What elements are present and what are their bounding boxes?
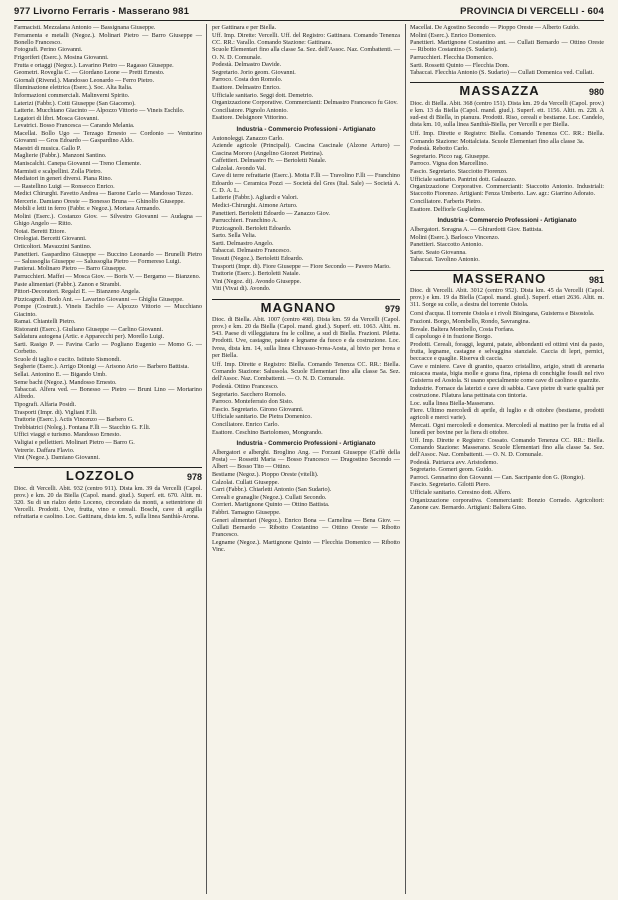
trade-entry: Trattorie (Eserc.). Actis Vincenzo — Barbero G. xyxy=(14,416,134,424)
trade-entry: Levatrici. Bosso Francesca — Carando Melania. xyxy=(14,122,135,130)
trade-entry: Segherie (Eserc.). Arrigo Dionigi — Arisono Ario — Barbero Battista. xyxy=(14,363,189,371)
trade-entry: Pittori-Decoratori. Regalzi E. — Bianzeno Angela. xyxy=(14,288,141,296)
trade-entry: Sarti. Delmastro Angelo. xyxy=(212,239,274,247)
trade-entry: Giornali (Rivend.). Mandosso Leonardo — Ferro Pietro. xyxy=(14,76,155,84)
trade-entry: Carri (Fabbr.). Chiarletti Antonio (San Sudario). xyxy=(212,486,332,494)
header-left: 977 Livorno Ferraris - Masserano 981 xyxy=(14,6,190,17)
trade-entry: Marmisti e scalpellini. Zolla Pietro. xyxy=(14,167,102,175)
trade-entry: Mobili e letti in ferro (Fabbr. e Negoz.). Mortara Armando. xyxy=(14,205,161,213)
info-entry: Parroco. Costa don Romolo. xyxy=(212,76,283,84)
trade-entry: Molini (Eserc.). Barlosco Vincenzo. xyxy=(410,233,500,241)
trade-entry: Parrucchieri. Franchino A. xyxy=(212,217,278,225)
info-entry: Fascio. Segretario. Gilotti Piero. xyxy=(410,481,491,489)
town-heading-massazza xyxy=(410,82,604,99)
trade-entry: Illuminazione elettrica (Eserc.). Soc. Alta Italia. xyxy=(14,84,133,92)
town-name: LOZZOLO xyxy=(65,468,136,484)
trade-entry: Pizzicagnoli. Bodo Ant. — Lavarino Giovanni — Ghiglia Giuseppe. xyxy=(14,295,184,303)
info-entry: Conciliatore. Enrico Carlo. xyxy=(212,421,280,429)
trade-entry: Tabaccai. Flecchia Antonio (S. Sudario) — Cullati Domenica ved. Cullati. xyxy=(410,69,594,77)
info-entry: Scuole Elementari fino alla classe 5a. Sez. dell'Assoc. Naz. Combattenti. — O. N. D. Comunale. xyxy=(212,46,400,61)
trade-entry: Panettieri. Gaspardino Giuseppe — Buccino Leonardo — Brunelli Pietro — Salussoglia Giuseppe — Salussoglia Pietro — Formereso Luigi. xyxy=(14,250,202,265)
town-number: 980 xyxy=(588,87,604,98)
info-entry: Corsi d'acqua. Il torrente Ostola e i rivoli Bisingana, Guisterra e Bisostola. xyxy=(410,310,595,318)
town-number: 981 xyxy=(588,274,604,285)
town-name: MAGNANO xyxy=(260,299,337,315)
info-entry: Uff. Imp. Dirette e Registro: Cossato. Comando Tenenza CC. RR.: Biella. Comando Stazione: Masserano. Scuole Elementari fino alla classe 5a. Sez. dell'Assoc. Naz. Combattenti. — O. N. D. Comunale. xyxy=(410,436,604,459)
trade-entry: Medici-Chirurghi. Aimone Arturo. xyxy=(212,201,298,209)
trade-entry: Pizzicagnoli. Bertolett Edoardo. xyxy=(212,224,292,232)
town-heading-lozzolo xyxy=(14,467,202,484)
trade-entry: Maestri di musica. Gallo P. xyxy=(14,144,82,152)
trade-entry: Latterie. Mucchiano Giacinto — Alpozzo Vittorio — Vineis Eschilo. xyxy=(14,107,185,115)
trade-entry: Maniscalchi. Canepa Giovanni — Treno Clemente. xyxy=(14,159,141,167)
town-name: MASSERANO xyxy=(452,270,547,286)
trade-entry: Ferramenta e metalli (Negoz.). Molinari Pietro — Barro Giuseppe — Bonello Francesco. xyxy=(14,31,202,46)
info-entry: Frazioni. Borgo, Mombello, Rondo, Savrangina. xyxy=(410,317,531,325)
info-entry: Industrie. Fornace da laterizi e cave di sabbia. Cave pietre di varie qualità per costruzione. Filatura lana pettinata con tintoria. xyxy=(410,384,604,399)
trade-entry: Frigoriferi (Eserc.). Mosina Giovanni. xyxy=(14,53,109,61)
info-entry: Esattore. Delfiorle Guglielmo. xyxy=(410,205,486,213)
trade-entry: Caffettieri. Delmastro Fr. — Bertoletti Natale. xyxy=(212,157,327,165)
info-entry: Prodotti. Cereali, foraggi, legumi, patate, abbondanti ed ottimi vini da pasto, frutta, legname, castagne e selvaggina stanziale. Caccia di lepri, pernici, beccacce e quaglie. Riserva di caccia. xyxy=(410,340,604,363)
town-intro: Dioc. di Biella. Abit. 1007 (centro 498). Dista km. 59 da Vercelli (Capol. prov.) e km. 20 da Biella (Capol. mand. giud.). Superf. ett. 1063. Altit. m. 543. Paese di villeggiatura fra le colline, a sud di Biella. Frazioni. Piletta. Prodotti. Uve, castagne, patate e legname da fuoco e da costruzione. Loc. Ivrea, dista km. 14, sulla linea Chivasso-Ivrea-Aosta, al bivio per Ivrea e per Biella. xyxy=(212,315,400,359)
trade-entry: Legatori di libri. Mosca Giovanni. xyxy=(14,114,99,122)
column-divider xyxy=(405,24,406,894)
info-entry: Segretario. Gomeri geom. Guido. xyxy=(410,466,493,474)
trade-entry: — Rastellino Luigi — Ronsecco Enrico. xyxy=(14,182,115,190)
trade-entry: Sarti. Rossetti Quinto — Flecchia Dom. xyxy=(410,61,510,69)
trade-entry: Mercerie. Damiano Oreste — Bonesso Bruna — Ghinolfo Giuseppe. xyxy=(14,197,185,205)
trade-entry: Fotografi. Perino Giovanni. xyxy=(14,46,83,54)
info-entry: Esattore. Delmastro Enrico. xyxy=(212,83,281,91)
trade-entry: Legname (Negoz.). Martignone Quinto — Flecchia Domenico — Ribotto Vinc. xyxy=(212,538,400,553)
info-entry: per Gattinara e per Biella. xyxy=(212,24,277,31)
info-entry: Fascio. Segretario. Girono Giovanni. xyxy=(212,405,304,413)
column-left xyxy=(14,24,202,894)
info-entry: Loc. sulla linea Biella-Masserano. xyxy=(410,399,495,407)
trade-entry: Valigiai e pellettieri. Molinari Pietro — Barro G. xyxy=(14,438,135,446)
info-entry: Fascio. Segretario. Stacciotto Fiorenzo. xyxy=(410,167,508,175)
trade-entry: Ramai. Chiantelli Pietro. xyxy=(14,318,76,326)
trade-entry: Corrieri. Martignone Quinto — Ottino Battista. xyxy=(212,501,330,509)
trade-entry: Scuole di taglio e cucito. Istituto Sismondi. xyxy=(14,355,121,363)
trade-entry: Seme bachi (Negoz.). Mandosso Ernesto. xyxy=(14,378,117,386)
trade-entry: Ristoranti (Eserc.). Giuliano Giuseppe — Carlino Giovanni. xyxy=(14,325,163,333)
town-heading-magnano xyxy=(212,299,400,313)
trade-entry: Sellai. Antonino E. — Bigando Umb. xyxy=(14,370,107,378)
info-entry: Podestà. Rebotto Carlo. xyxy=(410,145,469,153)
info-entry: Podestà. Patriarca avv. Aristodemo. xyxy=(410,458,498,466)
trade-entry: Aziende agricole (Principali). Cascina Cascinale (Alzone Arturo) — Cascina Mororo (Angelino Giorzet Pietrina). xyxy=(212,142,400,157)
trade-entry: Notai. Beretti Ettore. xyxy=(14,227,66,235)
page-header xyxy=(14,6,604,20)
trade-entry: Sarte. Seato Giovanna. xyxy=(410,248,467,256)
trade-entry: Generi alimentari (Negoz.). Enrico Bona — Carnelina — Bena Giov. — Cullati Bernardo — Ribotto Costantino — Ottino Oreste — Ribotto Francesco. xyxy=(212,516,400,539)
trade-entry: Medici Chirurghi. Favetto Andrea — Barone Carlo — Mandosso Tezzo. xyxy=(14,190,193,198)
town-intro: Dioc. di Biella. Abit. 368 (centro 151). Dista km. 29 da Vercelli (Capol. prov.) e km. 13 da Biella (Capol. mand. giud.). Superf. ett. 1156. Altit. m. 228. A sud-est di Biella, in pianura. Prodotti. Riso, cereali e bestiame. Loc. Candelo, dista km. 10, sulla linea Santhià-Biella, per Vercelli e per Biella. xyxy=(410,99,604,129)
info-entry: Fiere. Ultimo mercoledì di aprile, di luglio e di ottobre (bestiame, prodotti agricoli e merci varie). xyxy=(410,407,604,422)
trade-entry: Trasporti (Impr. di). Fiore Giuseppe — Fiore Secondo — Pavero Mario. xyxy=(212,262,391,270)
info-entry: Organizzazione Corporative. Commercianti: Staccotto Antonio. Industriali: Staccotto Fiorenzo. Artigiani: Fenza Umberto. Lav. agr.: Giarrino Adorato. xyxy=(410,183,604,198)
trade-entry: Tipografi. Alfaria Posidi. xyxy=(14,400,76,408)
trade-entry: Molini (Eserc.). Enrico Domenico. xyxy=(410,31,497,39)
trade-entry: Tessuti (Negoz.). Bertoletti Edoardo. xyxy=(212,255,304,263)
town-intro: Dioc. di Vercelli. Abit. 932 (centro 911). Dista km. 39 da Vercelli (Capol. prov.) e km. 20 da Biella (Capol. mand. giud.). Superf. ett. 670. Altit. m. 320. Su di un rialzo detto Loceno, circondato da monti, a settentrione di Vercelli. Prodotti. Uve, frutta, vino e cereali. Boschi, cave di argilla refrattaria e caolino. Loc. Gattinara, dista km. 5, sulla linea Santhià-Arona. xyxy=(14,484,202,521)
trade-entry: Macellai. De Agostino Secondo — Pioppo Oreste — Alberto Guido. xyxy=(410,24,580,31)
trade-entry: Calzolai. Avondo Val. xyxy=(212,164,267,172)
trade-entry: Parrucchieri. Flecchia Domenico. xyxy=(410,53,494,61)
trade-entry: Parrucchieri. Maffei — Mosca Giov. — Boris V. — Bergamo — Bianzeno. xyxy=(14,273,201,281)
info-entry: Il capoluogo è in frazione Borgo. xyxy=(410,333,493,341)
trade-entry: Macellai. Bollo Ugo — Terzago Ernesto — Cordonio — Venturino Giovanni — Gros Edoardo — Gaspardino Aldo. xyxy=(14,129,202,145)
header-rule xyxy=(14,20,604,21)
trade-entry: Autonoleggi. Zanazzo Carlo. xyxy=(212,134,284,142)
info-entry: Segretario. Sacchero Romolo. xyxy=(212,390,287,398)
trade-entry: Panettieri. Staccotto Antonio. xyxy=(410,241,483,249)
trade-entry: Latterie (Fabbr.). Agliardi e Valori. xyxy=(212,194,299,202)
trades-list-livorno xyxy=(14,24,202,461)
info-entry: Parroco. Monteferraio don Sisto. xyxy=(212,398,294,406)
trade-entry: Bestiame (Negoz.). Pioppo Oreste (vitelli). xyxy=(212,471,319,479)
trade-entry: Panierai. Molinaro Pietro — Barro Giuseppe. xyxy=(14,265,127,273)
info-entry: Organizzazione corporativa. Commercianti: Bonzio Corrado. Agricoltori: Zanone cav. Bernardo. Artigiani: Baltera Gino. xyxy=(410,496,604,511)
trade-entry: Farmacisti. Mezzalana Antonio — Bassignana Giuseppe. xyxy=(14,24,156,31)
town-intro: Dioc. di Vercelli. Abit. 3012 (centro 952). Dista km. 45 da Vercelli (Capol. prov.) e km. 19 da Biella (Capol. mand. giud.). Superf. ettari 2636. Altit. m. 311. Sorge su colle, a destra del torrente Ostola. xyxy=(410,286,604,309)
trade-entry: Orologiai. Bercetti Giovanni. xyxy=(14,235,87,243)
trade-entry: Maglierie (Fabbr.). Manzoni Santino. xyxy=(14,152,107,160)
trade-entry: Calzolai. Cullati Giuseppe. xyxy=(212,478,280,486)
trade-entry: Pompe (Costrutt.). Vineis Eschilo — Alpozzo Vittorio — Mucchiano Giacinto. xyxy=(14,303,202,318)
trade-entry: Frutta e ortaggi (Negoz.). Lavarino Pietro — Ragasso Giuseppe. xyxy=(14,61,174,69)
info-entry: Conciliatore. Pignolo Antonio. xyxy=(212,106,288,114)
section-heading: Industria - Commercio Professioni - Artigianato xyxy=(437,216,577,224)
trade-entry: Mediatori in generi diversi. Piana Rino. xyxy=(14,175,113,183)
trade-entry: Trattorie (Eserc.). Bertoletti Natale. xyxy=(212,270,301,278)
section-heading: Industria - Commercio Professioni - Artigianato xyxy=(236,125,376,133)
info-entry: Esattore. Delsignore Vittorino. xyxy=(212,114,288,122)
trade-entry: Paste alimentari (Fabbr.). Zanon e Strambi. xyxy=(14,280,121,288)
trade-entry: Panettieri. Martignone Costantino ant. — Cullati Bernardo — Ottino Oreste — Ribotto Costantino (S. Sudario). xyxy=(410,39,604,54)
trade-entry: Fabbri. Tamagno Giuseppe. xyxy=(212,509,281,517)
town-name: MASSAZZA xyxy=(459,83,540,99)
info-entry: Podestà. Delmastro Davide. xyxy=(212,61,282,69)
trade-entry: Trebbiatrici (Noleg.). Fontana F.lli — Stacchio G. F.lli. xyxy=(14,423,151,431)
trade-entry: Vini (Negoz. di). Avondo Giuseppe. xyxy=(212,277,302,285)
trade-entry: Viti (Vivai di). Avondo. xyxy=(212,285,271,293)
column-right xyxy=(410,24,604,894)
info-entry: Segretario. Jorio geom. Giovanni. xyxy=(212,68,296,76)
trade-entry: Orticoltori. Mavazzini Santino. xyxy=(14,243,92,251)
info-entry: Cave e miniere. Cave di granito, quarzo cristallino, arigio, strati di arenaria micacea masta, bigia molle e grana fina, ripiena di conchiglie fossili nel rivo Guisterra ed Aostola. Si usano specialmente come cave di caolino e quarzite. xyxy=(410,362,604,385)
info-entry: Podestà. Ottino Francesco. xyxy=(212,383,279,391)
info-entry: Bovale. Baltera Mombello, Costa Forfara. xyxy=(410,325,515,333)
trade-entry: Laterizi (Fabbr.). Cotti Giuseppe (San Giacomo). xyxy=(14,99,136,107)
info-entry: Ufficiale sanitario. Ceresino dott. Alfero. xyxy=(410,489,512,497)
info-entry: Conciliatore. Farberis Pietro. xyxy=(410,197,482,205)
trade-entry: Tabaccai. Alfera ved. — Bonesso — Pietro — Bruni Lino — Mortarino Alfredo. xyxy=(14,386,202,401)
trade-entry: Molini (Eserc.). Costanzo Giov. — Silvestro Giovanni — Audagna — Ghigo Angelo — Ritto. xyxy=(14,213,202,228)
info-entry: Mercati. Ogni mercoledì e domenica. Mercoledì al mattino per la frutta ed al lunedì per bovine per la fiera di ottobre. xyxy=(410,421,604,437)
trade-entry: Sarto. Sella Velia. xyxy=(212,232,257,240)
trade-entry: Tabaccai. Tavolino Antonio. xyxy=(410,256,480,264)
info-entry: Parroco. Vigna don Marcellino. xyxy=(410,160,489,168)
trade-entry: Trasporti (Impr. di). Vigliani F.lli. xyxy=(14,408,98,416)
info-entry: Esattore. Ceschino Bartolomeo, Mongrando. xyxy=(212,428,323,436)
info-entry: Parroci. Gennarino don Giovanni — Can. Sacripante don G. (Rongio). xyxy=(410,473,585,481)
header-right: PROVINCIA DI VERCELLI - 604 xyxy=(460,6,604,17)
column-middle xyxy=(212,24,400,894)
trade-entry: Panettieri. Bertoletti Edoardo — Zanazzo Giov. xyxy=(212,209,330,217)
trade-entry: Informazioni commerciali. Malinverni Spirito. xyxy=(14,91,130,99)
trade-entry: Saldatura autogena (Artic. e Apparecchi per). Morello Luigi. xyxy=(14,333,165,341)
info-entry: Uff. Imp. Dirette e Registro: Biella. Comando Tenenza CC. RR.: Biella. Comando Stazione: Mottalciata. Scuole Elementari fino alla classe 3a. xyxy=(410,130,604,145)
trade-entry: Albergatori. Soragna A. — Ghirardotti Giov. Battista. xyxy=(410,225,543,233)
info-entry: Organizzazione Corporative. Commercianti: Delmastro Francesco fu Giov. xyxy=(212,99,398,107)
trade-entry: Geometri. Roveglia C. — Giordano Leone — Pretti Ernesto. xyxy=(14,69,165,77)
trade-entry: Tabaccai. Delmastro Francesco. xyxy=(212,247,291,255)
trade-entry: Cereali e granaglie (Negoz.). Cullati Secondo. xyxy=(212,493,327,501)
town-heading-masserano xyxy=(410,270,604,284)
info-entry: Uff. Imp. Dirette: Vercelli. Uff. del Registro: Gattinara. Comando Tenenza CC. RR.: Varallo. Comando Stazione: Gattinara. xyxy=(212,31,400,46)
trade-entry: Sarti. Rasigo P. — Favina Carlo — Pogliano Eugenio — Momo G. — Corbetto. xyxy=(14,340,202,356)
town-number: 978 xyxy=(186,472,202,483)
section-heading: Industria - Commercio Professioni - Artigianato xyxy=(236,439,376,447)
info-entry: Segretario. Picco rag. Giuseppe. xyxy=(410,152,490,160)
info-entry: Uff. Imp. Dirette e Registro: Biella. Comando Tenenza CC. RR.: Biella. Comando Stazione: Salussola. Scuole Elementari fino alla classe 5a. Sez. dell'Assoc. Naz. Combattenti. — O. N. D. Comunale. xyxy=(212,361,400,383)
info-entry: Ufficiale sanitario. Seggi dott. Demetrio. xyxy=(212,91,314,99)
column-divider xyxy=(206,24,207,894)
trade-entry: Cave di terre refrattarie (Eserc.). Motta F.lli — Travolino F.lli — Franchino Edoardo — Ceramica Pozzi — Società del Gres (Ital. Sale) — Società A. C. D. A. L. xyxy=(212,172,400,194)
info-entry: Ufficiale sanitario. De Pietra Domenico. xyxy=(212,413,312,421)
trade-entry: Vetrerie. Daffara Flavio. xyxy=(14,446,75,454)
trade-entry: Albergatori e alberghi. Broglino Ang. — Forzani Giuseppe (Caffè della Posta) — Rossetti Maria — Bosso Francesco — Dragostino Secondo — Albert — Bosso Tito — Ottino. xyxy=(212,449,400,471)
info-entry: Ufficiale sanitario. Pantrini dott. Galeazzo. xyxy=(410,175,517,183)
trade-entry: Uffici viaggi e turismo. Mandosso Ernesto. xyxy=(14,431,121,439)
trade-entry: Vini (Negoz.). Damiano Giovanni. xyxy=(14,454,100,462)
town-number: 979 xyxy=(384,303,400,314)
